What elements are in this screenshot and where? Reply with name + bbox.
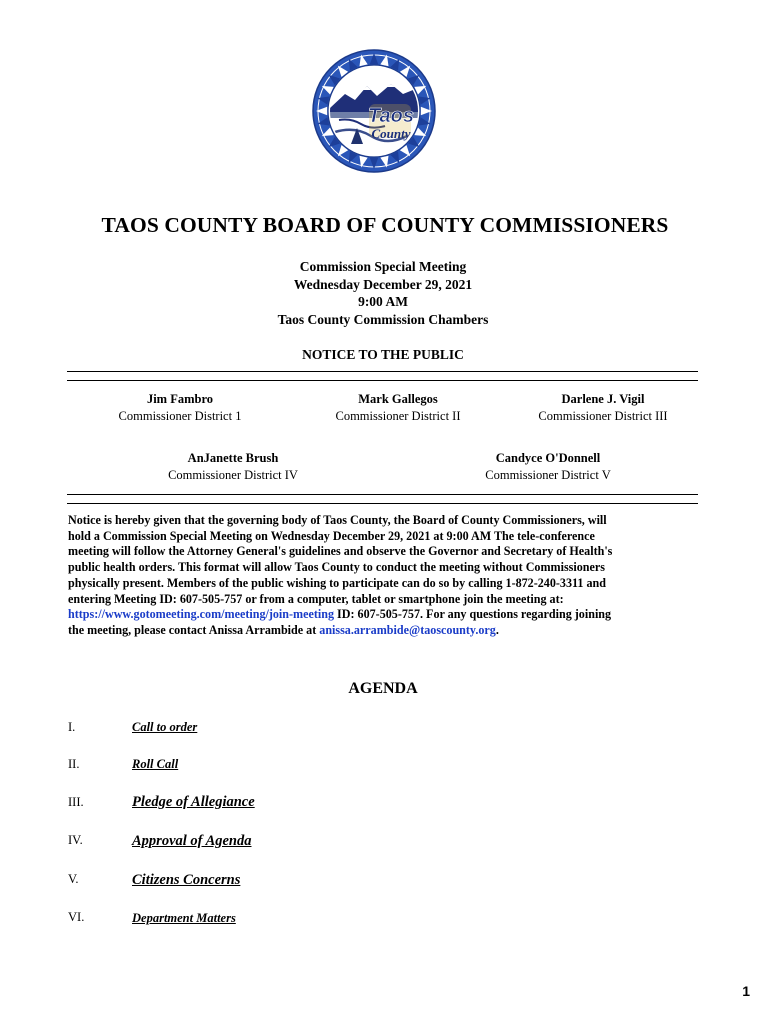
divider-rule [67,503,698,504]
commissioner-name: AnJanette Brush [187,451,279,465]
contact-email-link[interactable]: anissa.arrambide@taoscounty.org [319,622,496,637]
meeting-details [0,258,766,328]
commissioner-card [90,391,270,425]
commissioner-name: Candyce O'Donnell [495,451,601,465]
agenda-item-number: IV. [68,833,83,847]
agenda-item-number: VI. [68,910,85,924]
document-title: TAOS COUNTY BOARD OF COUNTY COMMISSIONERS [101,213,669,237]
agenda-item-number: V. [68,872,79,886]
seal-text-secondary: County [371,126,411,141]
meeting-type: Commission Special Meeting [299,259,467,274]
commissioner-district: Commissioner District IV [168,468,298,482]
notice-line: public health orders. This format will allow Taos County to conduct the meeting without Commissioners [68,560,605,575]
notice-heading: NOTICE TO THE PUBLIC [302,347,464,362]
commissioner-card [308,391,488,425]
public-notice-paragraph [68,513,700,639]
commissioner-name: Darlene J. Vigil [561,392,645,406]
commissioner-district: Commissioner District V [485,468,611,482]
notice-line [68,607,700,623]
meeting-location: Taos County Commission Chambers [277,311,489,327]
agenda-title: AGENDA [348,680,418,697]
agenda-item-approval: Approval of Agenda [132,833,252,849]
agenda-item-number: II. [68,757,80,771]
notice-text: ID: 607-505-757. For any questions regarding joining [334,607,612,622]
page-number: 1 [742,983,750,999]
notice-line: hold a Commission Special Meeting on Wednesday December 29, 2021 at 9:00 AM The tele-conference [68,528,595,543]
agenda-item-roll-call: Roll Call [132,757,179,771]
agenda-item-number: I. [68,720,76,734]
notice-line: Notice is hereby given that the governing body of Taos County, the Board of County Commissioners, will [68,513,607,527]
commissioner-name: Jim Fambro [146,392,214,406]
agenda-item-call-to-order: Call to order [132,720,198,734]
meeting-time: 9:00 AM [358,294,408,309]
commissioner-card [143,450,323,484]
agenda-item-department-matters: Department Matters [132,911,236,925]
divider-rule [67,371,698,372]
agenda-item-citizens-concerns: Citizens Concerns [132,872,241,888]
commissioner-district: Commissioner District III [538,409,668,423]
notice-line [68,623,700,639]
notice-text: . [495,622,499,637]
commissioner-district: Commissioner District II [335,409,461,423]
meeting-link[interactable]: https://www.gotomeeting.com/meeting/join-meeting [68,607,335,622]
divider-rule [67,380,698,381]
notice-line: entering Meeting ID: 607-505-757 or from a computer, tablet or smartphone join the meeting at: [68,591,564,606]
taos-county-seal-logo [311,48,437,174]
notice-text: the meeting, please contact Anissa Arrambide at [68,622,320,637]
agenda-item-pledge: Pledge of Allegiance [132,794,255,810]
commissioner-district: Commissioner District 1 [118,409,242,423]
notice-line: physically present. Members of the public wishing to participate can do so by calling 1-872-240-3311 and [68,575,606,590]
agenda-item-number: III. [68,795,84,809]
commissioner-name: Mark Gallegos [358,392,438,406]
commissioner-card [458,450,638,484]
seal-text-primary: Taos [368,105,414,127]
meeting-date: Wednesday December 29, 2021 [293,276,473,292]
divider-rule [67,494,698,495]
commissioner-card [513,391,693,425]
notice-line: meeting will follow the Attorney General's guidelines and observe the Governor and Secretary of Health's [68,544,613,559]
